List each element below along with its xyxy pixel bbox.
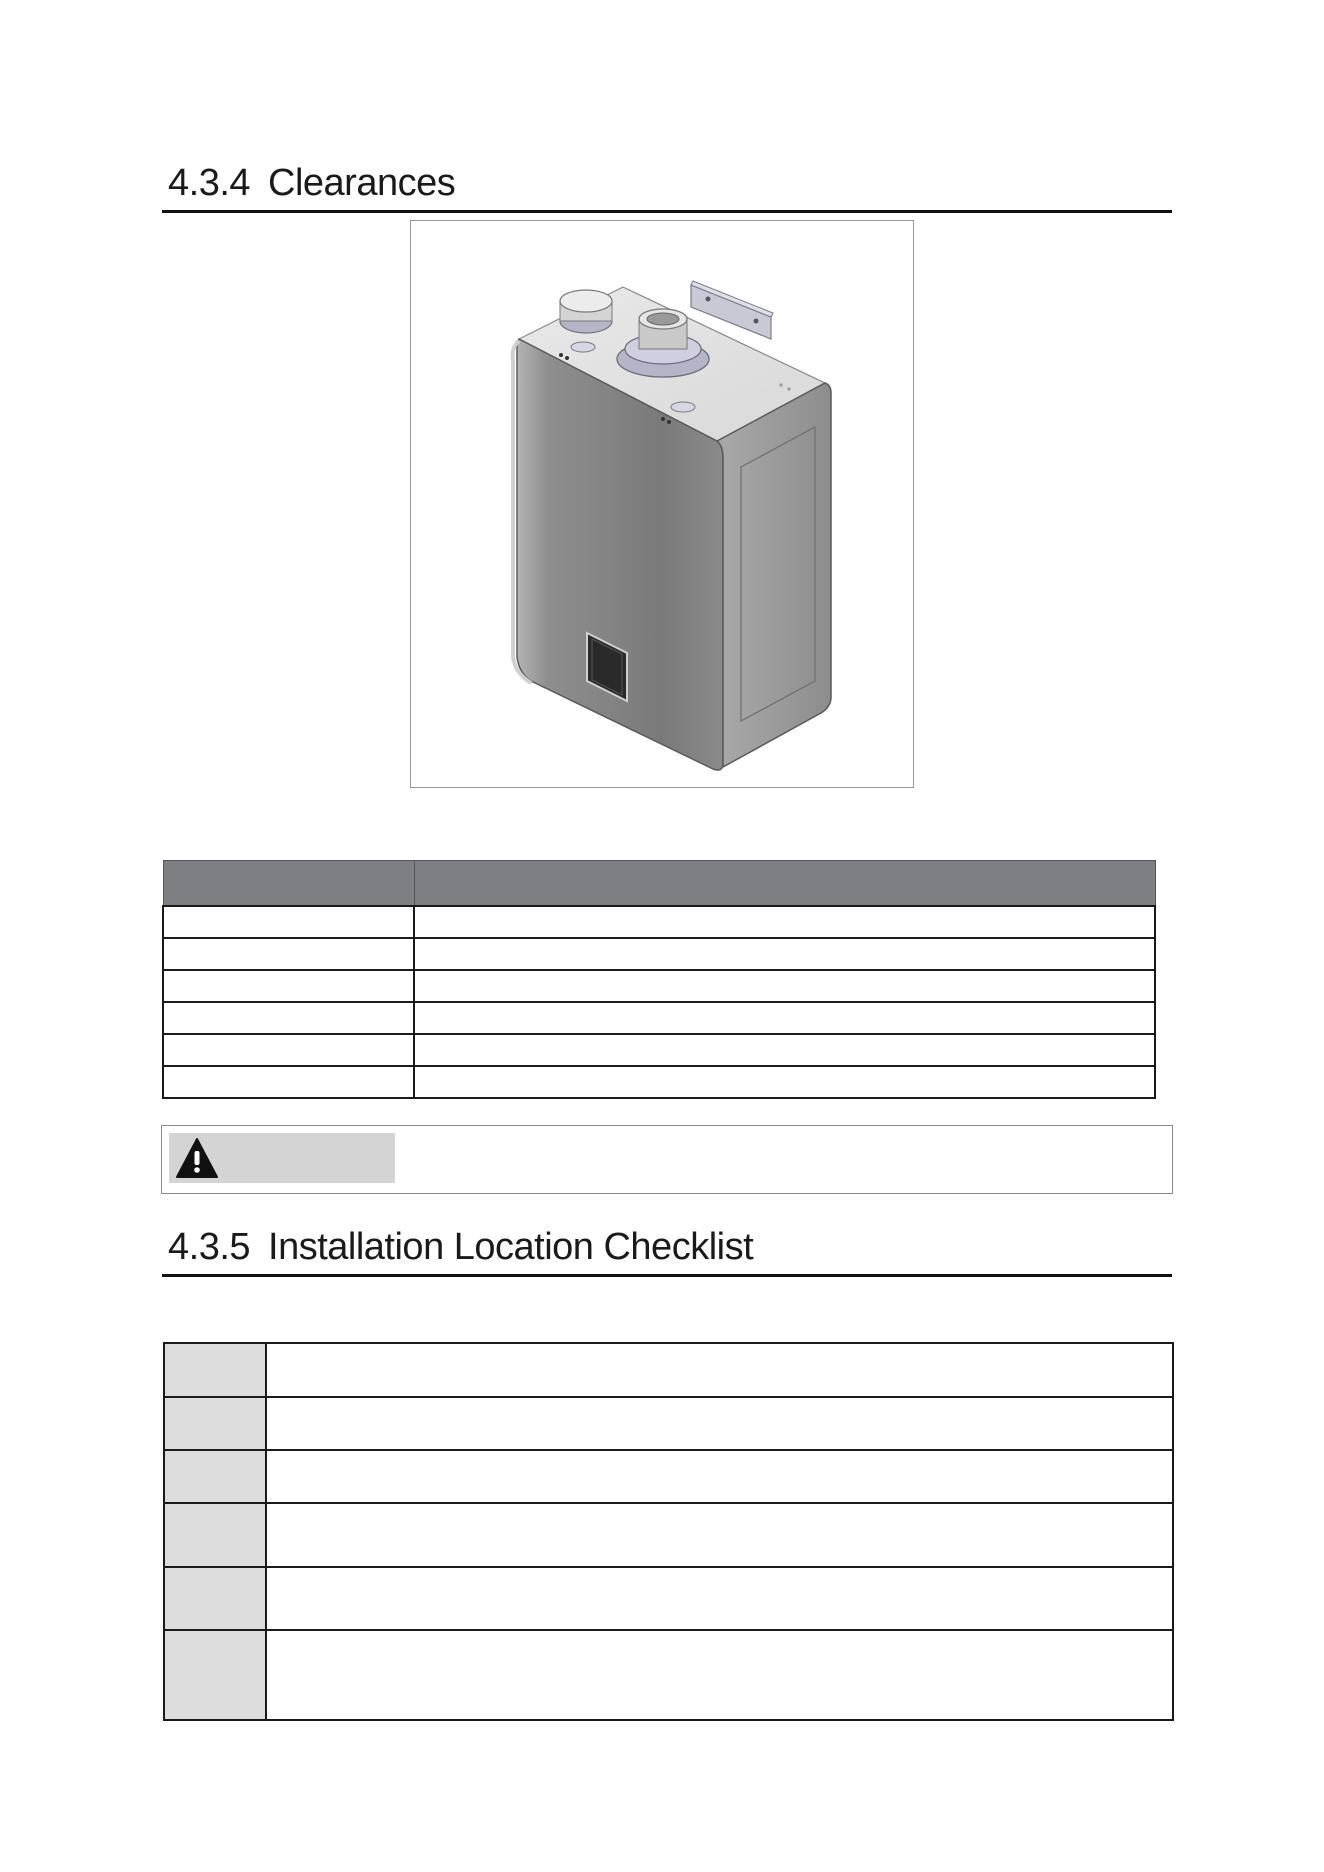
table-row: [163, 970, 1155, 1002]
table-row: [163, 1034, 1155, 1066]
table-cell: [163, 938, 414, 970]
table-cell: [414, 906, 1155, 938]
caution-box: [161, 1125, 1173, 1194]
table-cell: [163, 1002, 414, 1034]
clearance-table: [162, 860, 1156, 1099]
section-heading-clearances: [162, 164, 1172, 213]
table-header-cell: [414, 861, 1155, 907]
table-row: [164, 1630, 1173, 1720]
section-title: Installation Location Checklist: [268, 1226, 754, 1268]
water-heater-figure: [410, 220, 914, 788]
table-row: [164, 1343, 1173, 1397]
table-cell: [163, 1034, 414, 1066]
table-cell: [266, 1343, 1173, 1397]
caution-badge: [169, 1133, 395, 1183]
table-cell: [163, 970, 414, 1002]
table-row: [164, 1450, 1173, 1503]
table-cell: [266, 1397, 1173, 1450]
table-cell: [163, 1066, 414, 1098]
table-row: [163, 938, 1155, 970]
table-row: [164, 1397, 1173, 1450]
table-cell: [414, 1066, 1155, 1098]
table-row: [164, 1567, 1173, 1630]
table-label-cell: [164, 1567, 266, 1630]
table-label-cell: [164, 1450, 266, 1503]
table-cell: [414, 938, 1155, 970]
table-cell: [163, 906, 414, 938]
table-header-cell: [163, 861, 414, 907]
table-row: [164, 1503, 1173, 1567]
section-number: 4.3.4: [168, 162, 251, 204]
warning-triangle-icon: [175, 1137, 219, 1179]
table-header-row: [163, 861, 1155, 907]
table-row: [163, 906, 1155, 938]
table-cell: [266, 1567, 1173, 1630]
table-label-cell: [164, 1503, 266, 1567]
section-heading-checklist: [162, 1228, 1172, 1277]
table-label-cell: [164, 1397, 266, 1450]
section-title: Clearances: [268, 162, 456, 204]
checklist-table: [163, 1342, 1174, 1721]
table-label-cell: [164, 1630, 266, 1720]
water-heater-illustration: [411, 221, 913, 787]
table-row: [163, 1002, 1155, 1034]
section-number: 4.3.5: [168, 1226, 251, 1268]
table-cell: [414, 1034, 1155, 1066]
table-cell: [414, 1002, 1155, 1034]
table-row: [163, 1066, 1155, 1098]
table-cell: [266, 1630, 1173, 1720]
table-cell: [266, 1503, 1173, 1567]
table-cell: [266, 1450, 1173, 1503]
table-label-cell: [164, 1343, 266, 1397]
table-cell: [414, 970, 1155, 1002]
